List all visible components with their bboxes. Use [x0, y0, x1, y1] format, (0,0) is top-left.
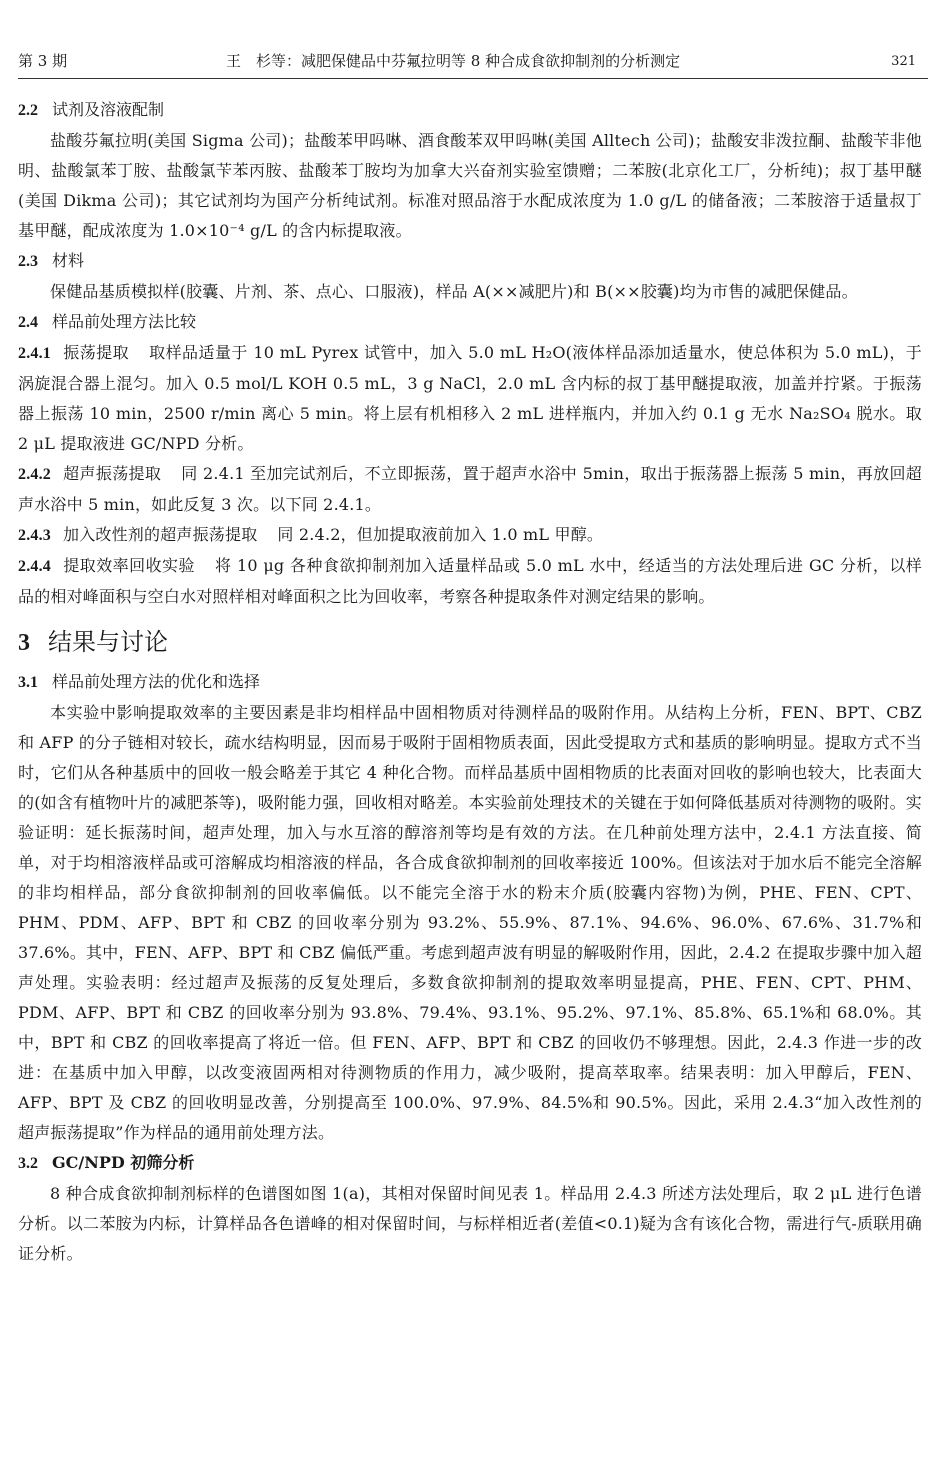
section-title: 试剂及溶液配制: [52, 100, 165, 119]
section-3-2-heading: [18, 1148, 922, 1179]
subsection-number: 2.4.3: [18, 527, 51, 544]
section-2-2-heading: [18, 95, 922, 126]
section-2-4-4-paragraph: [18, 551, 922, 612]
header-rule: [18, 78, 928, 79]
subsection-text: 同 2.4.1 至加完试剂后，不立即振荡，置于超声水浴中 5min，取出于振荡器上振荡 5 min，再放回超声水浴中 5 min，如此反复 3 次。以下同 2.4.1。: [18, 464, 922, 514]
section-3-heading: [18, 622, 922, 663]
subsection-label: 提取效率回收实验: [63, 556, 195, 575]
subsection-text: 同 2.4.2，但加提取液前加入 1.0 mL 甲醇。: [277, 525, 604, 544]
section-2-3-heading: [18, 246, 922, 277]
subsection-number: 2.4.4: [18, 558, 51, 575]
section-number: 3: [18, 630, 30, 656]
section-2-2-paragraph: 盐酸芬氟拉明(美国 Sigma 公司)；盐酸苯甲吗啉、酒食酸苯双甲吗啉(美国 Alltech 公司)；盐酸安非泼拉酮、盐酸苄非他明、盐酸氯苯丁胺、盐酸氯苄苯丙胺、盐酸苯丁胺均为加拿大兴奋剂实验室馈赠；二苯胺(北京化工厂，分析纯)；叔丁基甲醚(美国 Dikma 公司)；其它试剂均为国产分析纯试剂。标准对照品溶于水配成浓度为 1.0 g/L 的储备液；二苯胺溶于适量叔丁基甲醚，配成浓度为 1.0×10⁻⁴ g/L 的含内标提取液。: [18, 131, 922, 240]
subsection-label: 振荡提取: [63, 343, 130, 362]
section-2-4-2-paragraph: [18, 459, 922, 520]
section-number: 3.1: [18, 674, 38, 691]
page-number: 321: [891, 54, 916, 69]
running-title: 王 杉等：减肥保健品中芬氟拉明等 8 种合成食欲抑制剂的分析测定: [226, 52, 681, 70]
section-number: 2.3: [18, 253, 38, 270]
section-title: GC/NPD 初筛分析: [52, 1153, 195, 1172]
section-title: 结果与讨论: [48, 628, 168, 656]
section-3-1-paragraph: 本实验中影响提取效率的主要因素是非均相样品中固相物质对待测样品的吸附作用。从结构上分析，FEN、BPT、CBZ 和 AFP 的分子链相对较长，疏水结构明显，因而易于吸附于固相物质表面，因此受提取方式和基质的影响明显。提取方式不当时，它们从各种基质中的回收一般会略差于其它 4 种化合物。而样品基质中固相物质的比表面对回收的影响也较大，比表面大的(如含有植物叶片的减肥茶等)，吸附能力强，回收相对略差。本实验前处理技术的关键在于如何降低基质对待测物的吸附。实验证明：延长振荡时间，超声处理，加入与水互溶的醇溶剂等均是有效的方法。在几种前处理方法中，2.4.1 方法直接、简单，对于均相溶液样品或可溶解成均相溶液的样品，各合成食欲抑制剂的回收率接近 100%。但该法对于加水后不能完全溶解的非均相样品，部分食欲抑制剂的回收率偏低。以不能完全溶于水的粉末介质(胶囊内容物)为例，PHE、FEN、CPT、PHM、PDM、AFP、BPT 和 CBZ 的回收率分别为 93.2%、55.9%、87.1%、94.6%、96.0%、67.6%、31.7%和 37.6%。其中，FEN、AFP、BPT 和 CBZ 偏低严重。考虑到超声波有明显的解吸附作用，因此，2.4.2 在提取步骤中加入超声处理。实验表明：经过超声及振荡的反复处理后，多数食欲抑制剂的提取效率明显提高，PHE、FEN、CPT、PHM、PDM、AFP、BPT 和 CBZ 的回收率分别为 93.8%、79.4%、93.1%、95.2%、97.1%、85.8%、65.1%和 68.0%。其中，BPT 和 CBZ 的回收率提高了将近一倍。但 FEN、AFP、BPT 和 CBZ 的回收仍不够理想。因此，2.4.3 作进一步的改进：在基质中加入甲醇，以改变液固两相对待测物质的作用力，减少吸附，提高萃取率。结果表明：加入甲醇后，FEN、AFP、BPT 及 CBZ 的回收明显改善，分别提高至 100.0%、97.9%、84.5%和 90.5%。因此，采用 2.4.3“加入改性剂的超声振荡提取”作为样品的通用前处理方法。: [18, 703, 922, 1142]
section-title: 样品前处理方法比较: [52, 312, 197, 331]
running-header: [18, 48, 928, 76]
subsection-text: 取样品适量于 10 mL Pyrex 试管中，加入 5.0 mL H₂O(液体样品添加适量水，使总体积为 5.0 mL)，于涡旋混合器上混匀。加入 0.5 mol/L KOH 0.5 mL，3 g NaCl，2.0 mL 含内标的叔丁基甲醚提取液，加盖并拧紧。于振荡器上振荡 10 min，2500 r/min 离心 5 min。将上层有机相移入 2 mL 进样瓶内，并加入约 0.1 g 无水 Na₂SO₄ 脱水。取 2 μL 提取液进 GC/NPD 分析。: [18, 343, 922, 453]
section-3-1-heading: [18, 667, 922, 698]
section-2-4-heading: [18, 307, 922, 338]
subsection-number: 2.4.2: [18, 466, 51, 483]
article-body: [18, 95, 922, 1269]
subsection-label: 超声振荡提取: [63, 464, 162, 483]
section-2-3-paragraph: 保健品基质模拟样(胶囊、片剂、茶、点心、口服液)，样品 A(××减肥片)和 B(××胶囊)均为市售的减肥保健品。: [50, 282, 858, 301]
section-number: 2.4: [18, 314, 38, 331]
section-number: 3.2: [18, 1155, 38, 1172]
section-3-2-paragraph: 8 种合成食欲抑制剂标样的色谱图如图 1(a)，其相对保留时间见表 1。样品用 2.4.3 所述方法处理后，取 2 μL 进行色谱分析。以二苯胺为内标，计算样品各色谱峰的相对保留时间，与标样相近者(差值<0.1)疑为含有该化合物，需进行气-质联用确证分析。: [18, 1184, 922, 1263]
subsection-label: 加入改性剂的超声振荡提取: [63, 525, 258, 544]
issue-label: 第 3 期: [18, 52, 68, 70]
section-title: 样品前处理方法的优化和选择: [52, 672, 261, 691]
section-title: 材料: [52, 251, 85, 270]
subsection-number: 2.4.1: [18, 345, 51, 362]
section-number: 2.2: [18, 102, 38, 119]
section-2-4-3-paragraph: [18, 520, 922, 551]
section-2-4-1-paragraph: [18, 338, 922, 459]
subsection-text: 将 10 μg 各种食欲抑制剂加入适量样品或 5.0 mL 水中，经适当的方法处理后进 GC 分析，以样品的相对峰面积与空白水对照样相对峰面积之比为回收率，考察各种提取条件对测定结果的影响。: [18, 556, 922, 606]
